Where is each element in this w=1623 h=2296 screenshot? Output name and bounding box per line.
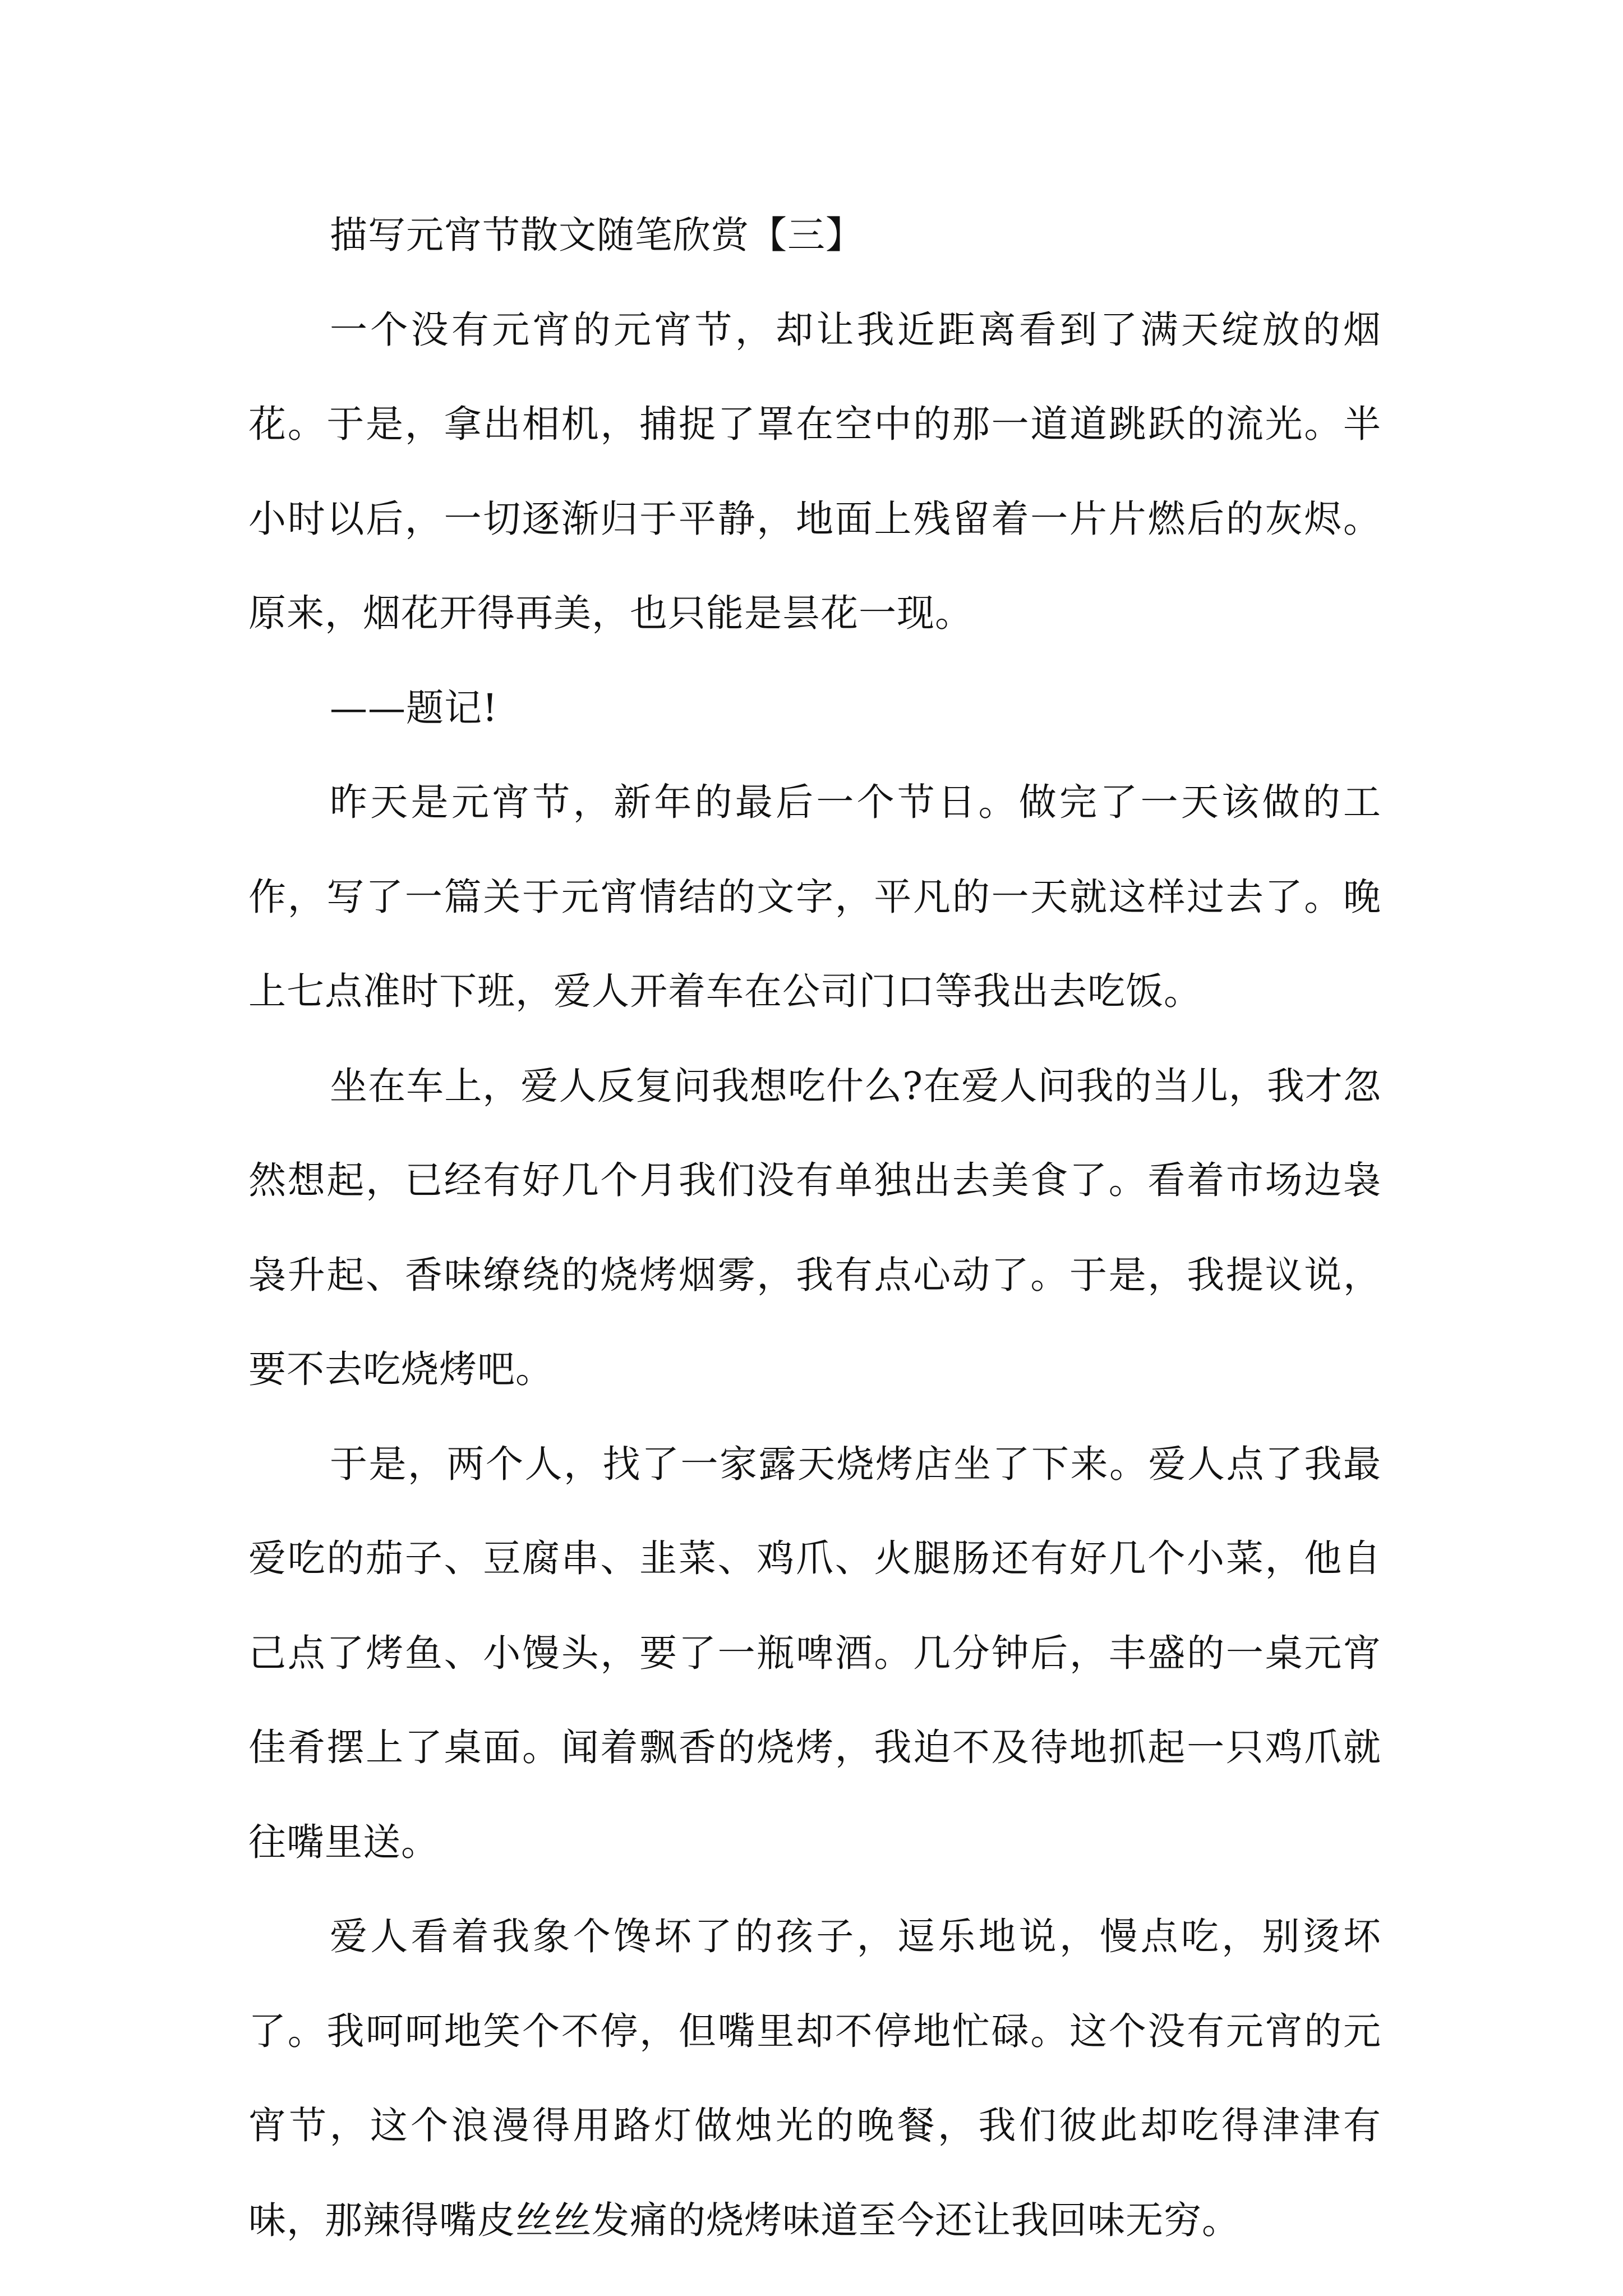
document-body: [248, 188, 1381, 2267]
paragraph-epigraph-signature: ——题记!: [330, 685, 498, 730]
paragraph-1: 昨天是元宵节，新年的最后一个节日。做完了一天该做的工作，写了一篇关于元宵情结的文字，平凡的一天就这样过去了。晚上七点准时下班，爱人开着车在公司门口等我出去吃饭。: [248, 780, 1381, 1013]
document-title: 描写元宵节散文随笔欣赏【三】: [330, 213, 864, 257]
paragraph-intro: 一个没有元宵的元宵节，却让我近距离看到了满天绽放的烟花。于是，拿出相机，捕捉了罩在空中的那一道道跳跃的流光。半小时以后，一切逐渐归于平静，地面上残留着一片片燃后的灰烬。原来，烟花开得再美，也只能是昙花一现。: [248, 307, 1381, 635]
paragraph-4: 爱人看着我象个馋坏了的孩子，逗乐地说，慢点吃，别烫坏了。我呵呵地笑个不停，但嘴里却不停地忙碌。这个没有元宵的元宵节，这个浪漫得用路灯做烛光的晚餐，我们彼此却吃得津津有味，那辣得嘴皮丝丝发痛的烧烤味道至今还让我回味无穷。: [248, 1915, 1381, 2242]
paragraph-3: 于是，两个人，找了一家露天烧烤店坐了下来。爱人点了我最爱吃的茄子、豆腐串、韭菜、鸡爪、火腿肠还有好几个小菜，他自己点了烤鱼、小馒头，要了一瓶啤酒。几分钟后，丰盛的一桌元宵佳肴摆上了桌面。闻着飘香的烧烤，我迫不及待地抓起一只鸡爪就往嘴里送。: [248, 1442, 1381, 1864]
paragraph-2: 坐在车上，爱人反复问我想吃什么?在爱人问我的当儿，我才忽然想起，已经有好几个月我们没有单独出去美食了。看着市场边袅袅升起、香味缭绕的烧烤烟雾，我有点心动了。于是，我提议说，要不去吃烧烤吧。: [248, 1064, 1381, 1391]
